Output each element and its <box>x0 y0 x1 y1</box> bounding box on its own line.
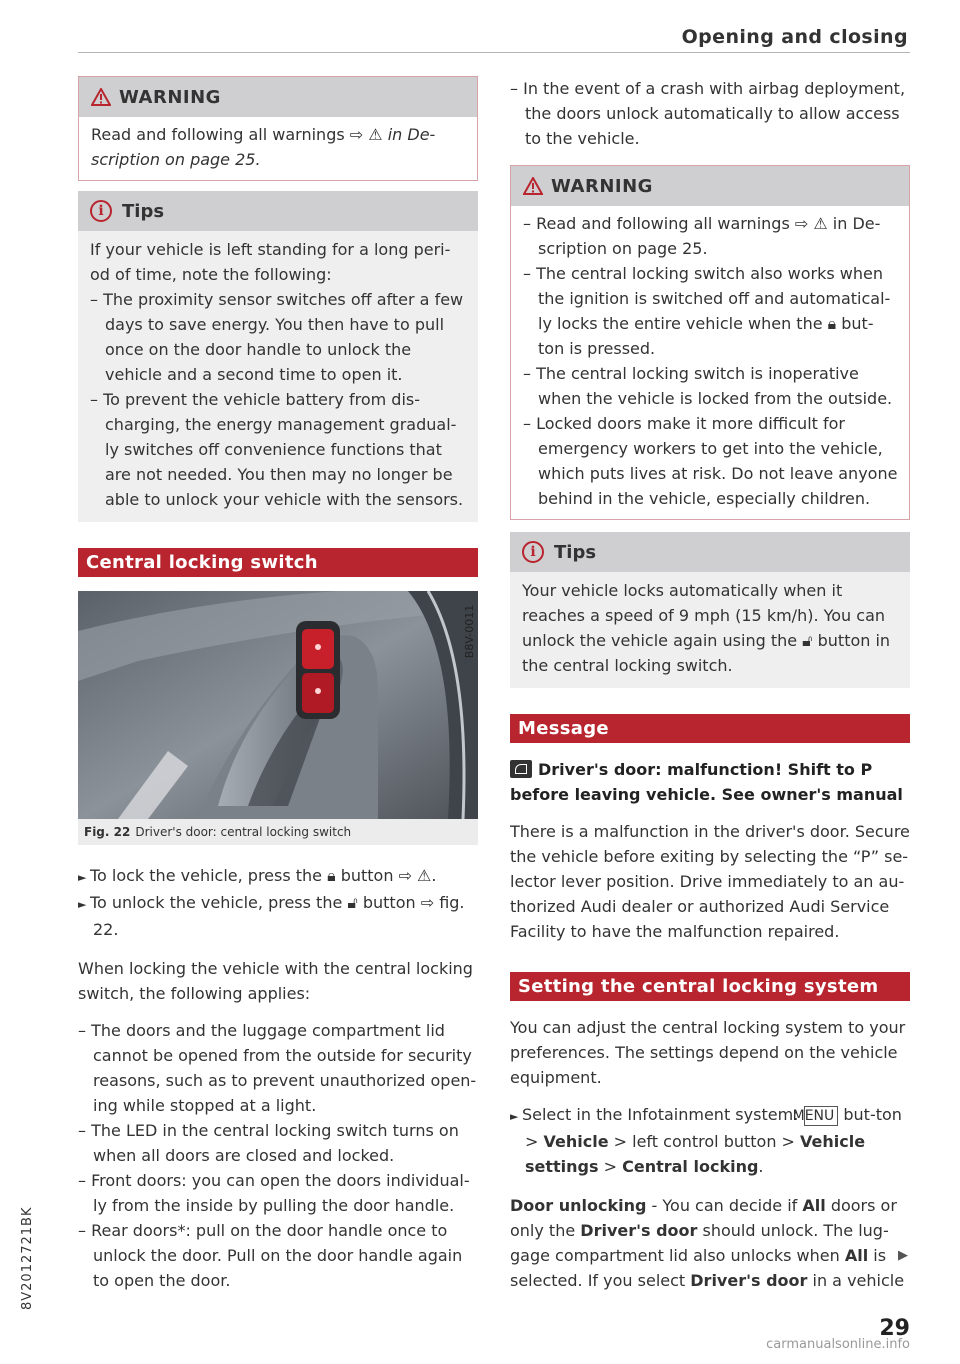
figure-caption-text: Driver's door: central locking switch <box>135 825 352 839</box>
text: doors or only the <box>510 1196 897 1240</box>
warning-header-right <box>511 166 909 206</box>
list-item: – The LED in the central locking switch turns on when all doors are closed and locked. <box>78 1118 478 1168</box>
warning-header <box>79 77 477 117</box>
list-item: – The doors and the luggage compartment lid cannot be opened from the outside for security reasons, such as to prevent unauthorized open-ing while stopped at a light. <box>78 1018 478 1118</box>
warning-title-right: WARNING <box>551 175 653 197</box>
step-text: > left control button > <box>608 1132 801 1151</box>
text: is selected. If you select <box>510 1246 887 1290</box>
figure-door-switch <box>78 591 478 819</box>
tips-body <box>78 231 478 522</box>
step-text: > <box>598 1157 623 1176</box>
figure-caption <box>78 819 478 845</box>
step-text: Select in the Infotainment system: <box>521 1105 804 1124</box>
tips-item: – To prevent the vehicle battery from dis-charging, the energy management gradual-ly switches off convenience functions that are not needed. You then may no longer be able to unlock your vehicle with the sensors. <box>90 387 468 512</box>
door-unlocking-label: Door unlocking <box>510 1196 647 1215</box>
warning-box-right <box>510 165 910 520</box>
warning-item: – Read and following all warnings ⇨ ⚠ in De-scription on page 25. <box>523 211 899 261</box>
warning-list <box>511 206 909 519</box>
door-unlocking-paragraph <box>510 1193 910 1293</box>
message-heading-text: Driver's door: malfunction! Shift to P before leaving vehicle. See owner's manual <box>510 760 903 804</box>
body-paragraph: When locking the vehicle with the central locking switch, the following applies: <box>78 959 473 1003</box>
tips-item: – The proximity sensor switches off after a few days to save energy. You then have to pull once on the door handle to unlock the vehicle and a second time to open it. <box>90 287 468 387</box>
warning-triangle-icon <box>523 177 543 195</box>
car-door-icon <box>510 760 532 778</box>
tips-box-right <box>510 532 910 688</box>
list-item: – Front doors: you can open the doors individual-ly from the inside by pulling the door handle. <box>78 1168 478 1218</box>
warning-title: WARNING <box>119 86 221 108</box>
door-panel-illustration <box>78 591 478 819</box>
document-code: 8V2012721BK <box>20 1206 35 1310</box>
section-title-central-locking: Central locking switch <box>78 548 478 577</box>
message-heading <box>510 757 910 807</box>
page-number: 29 <box>879 1316 910 1341</box>
option-all: All <box>802 1196 826 1215</box>
step-lock: ► To lock the vehicle, press the 🔒︎ button ⇨ ⚠. <box>78 863 478 890</box>
option-all: All <box>844 1246 869 1265</box>
text: should unlock. The lug-gage compartment lid also unlocks when <box>510 1221 889 1265</box>
section-title-message: Message <box>510 714 910 743</box>
menu-button-label: MENU <box>804 1106 839 1126</box>
warning-text-part1: Read and following all warnings ⇨ ⚠ <box>91 125 383 144</box>
option-drivers-door: Driver's door <box>580 1221 698 1240</box>
warning-item: – The central locking switch also works when the ignition is switched off and automatical-ly locks the entire vehicle when the 🔒︎ but-ton is pressed. <box>523 261 899 361</box>
list-item: – Rear doors*: pull on the door handle once to unlock the door. Pull on the door handle again to open the door. <box>78 1218 478 1293</box>
continue-arrow-icon: ▶ <box>898 1248 908 1263</box>
tips-header <box>78 191 478 231</box>
watermark: carmanualsonline.info <box>766 1337 910 1352</box>
menu-path-vehicle-settings: Vehicle settings <box>525 1132 866 1176</box>
warning-text <box>79 117 477 180</box>
step-unlock: ► To unlock the vehicle, press the 🔓︎ button ⇨ fig. 22. <box>78 890 478 942</box>
section-title-setting: Setting the central locking system <box>510 972 910 1001</box>
figure-id <box>454 599 476 663</box>
right-column <box>510 76 910 1293</box>
message-body: There is a malfunction in the driver's door. Secure the vehicle before exiting by selecting the “P” se-lector lever position. Drive immediately to an au-thorized Audi dealer or authorized Audi Service Facility to have the malfunction repaired. <box>510 822 910 941</box>
header-rule <box>78 52 910 53</box>
info-icon: i <box>522 541 544 563</box>
figure-label: Fig. 22 <box>84 825 131 839</box>
left-column <box>78 76 478 1293</box>
page-header-title: Opening and closing <box>681 26 908 48</box>
warning-triangle-icon <box>91 88 111 106</box>
figure-id-text: B8V-0011 <box>462 604 476 659</box>
option-drivers-door: Driver's door <box>690 1271 808 1290</box>
info-icon: i <box>90 200 112 222</box>
setting-body: You can adjust the central locking system to your preferences. The settings depend on the vehicle equipment. <box>510 1018 906 1087</box>
warning-item: – Locked doors make it more difficult for emergency workers to get into the vehicle, which puts lives at risk. Do not leave anyone behind in the vehicle, especially children. <box>523 411 899 511</box>
step-text: . <box>758 1157 764 1176</box>
tips-intro: If your vehicle is left standing for a long peri-od of time, note the following: <box>90 240 451 284</box>
warning-box <box>78 76 478 181</box>
warning-item: – The central locking switch is inoperative when the vehicle is locked from the outside. <box>523 361 899 411</box>
intro-item: – In the event of a crash with airbag deployment, the doors unlock automatically to allow access to the vehicle. <box>510 76 910 151</box>
warning-text-part2: in De-scription on page 25. <box>91 125 436 169</box>
step-text: but-ton > <box>525 1105 902 1151</box>
setting-step <box>510 1102 910 1179</box>
text: in a vehicle <box>807 1271 905 1290</box>
tips-title-right: Tips <box>554 541 597 563</box>
menu-path-central-locking: Central locking <box>622 1157 759 1176</box>
text: - You can decide if <box>646 1196 803 1215</box>
tips-title: Tips <box>122 200 165 222</box>
tips-header-right <box>510 532 910 572</box>
tips-body-right: Your vehicle locks automatically when it reaches a speed of 9 mph (15 km/h). You can unlock the vehicle again using the 🔓︎ button in the central locking switch. <box>522 581 891 675</box>
menu-path-vehicle: Vehicle <box>543 1132 609 1151</box>
tips-box <box>78 191 478 522</box>
